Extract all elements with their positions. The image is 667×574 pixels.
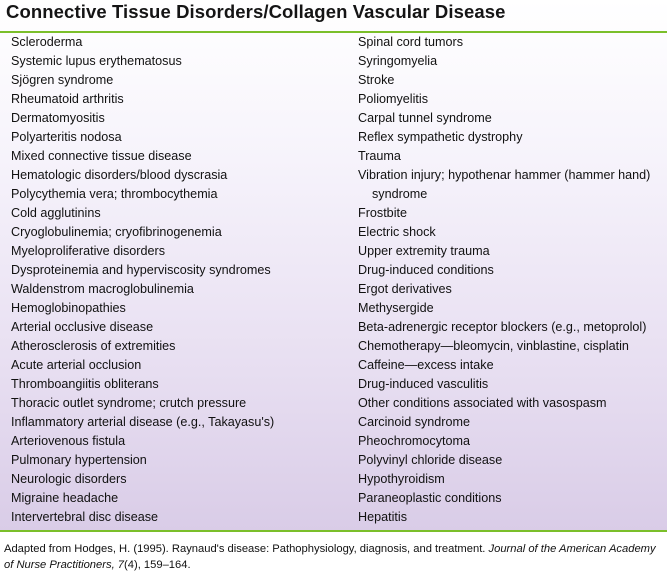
list-item: Arteriovenous fistula xyxy=(11,434,126,448)
list-item: Cryoglobulinemia; cryofibrinogenemia xyxy=(11,225,222,239)
list-item: Poliomyelitis xyxy=(358,92,428,106)
list-item: Acute arterial occlusion xyxy=(11,358,142,372)
list-item: Spinal cord tumors xyxy=(358,35,463,49)
list-item: Beta-adrenergic receptor blockers (e.g., metoprolol) xyxy=(358,320,647,334)
list-item: Inflammatory arterial disease (e.g., Takayasu's) xyxy=(11,415,275,429)
list-item: Dermatomyositis xyxy=(11,111,105,125)
list-item: Carpal tunnel syndrome xyxy=(358,111,492,125)
list-item: Trauma xyxy=(358,149,401,163)
right-column xyxy=(358,33,663,527)
list-item: Reflex sympathetic dystrophy xyxy=(358,130,523,144)
list-item: Caffeine—excess intake xyxy=(358,358,494,372)
list-item: Carcinoid syndrome xyxy=(358,415,470,429)
list-item: Polyarteritis nodosa xyxy=(11,130,122,144)
list-item: Hypothyroidism xyxy=(358,472,445,486)
list-item: Paraneoplastic conditions xyxy=(358,491,502,505)
list-item: Atherosclerosis of extremities xyxy=(11,339,176,353)
list-item: Polyvinyl chloride disease xyxy=(358,453,503,467)
list-item: Frostbite xyxy=(358,206,407,220)
list-item: Rheumatoid arthritis xyxy=(11,92,124,106)
table-title: Connective Tissue Disorders/Collagen Vascular Disease xyxy=(6,1,506,22)
list-item: Systemic lupus erythematosus xyxy=(11,54,182,68)
list-item: Waldenstrom macroglobulinemia xyxy=(11,282,194,296)
list-item: Scleroderma xyxy=(11,35,83,49)
list-item: Vibration injury; hypothenar hammer (hammer hand) syndrome xyxy=(358,168,651,201)
list-item: Dysproteinemia and hyperviscosity syndromes xyxy=(11,263,271,277)
list-item: Hemoglobinopathies xyxy=(11,301,126,315)
footnote-suffix: (4), 159–164. xyxy=(124,559,191,571)
list-item: Methysergide xyxy=(358,301,434,315)
list-item: Ergot derivatives xyxy=(358,282,452,296)
list-item: Neurologic disorders xyxy=(11,472,127,486)
list-item: Pheochromocytoma xyxy=(358,434,470,448)
list-item: Mixed connective tissue disease xyxy=(11,149,192,163)
list-item: Hematologic disorders/blood dyscrasia xyxy=(11,168,228,182)
list-item: Migraine headache xyxy=(11,491,119,505)
list-item: Chemotherapy—bleomycin, vinblastine, cisplatin xyxy=(358,339,629,353)
list-item: Syringomyelia xyxy=(358,54,438,68)
list-item: Electric shock xyxy=(358,225,436,239)
list-item: Stroke xyxy=(358,73,395,87)
bottom-rule xyxy=(0,530,667,532)
source-footnote xyxy=(4,541,664,573)
list-item: Upper extremity trauma xyxy=(358,244,490,258)
list-item: Thromboangiitis obliterans xyxy=(11,377,159,391)
footnote-journal: Journal of the American Academy of Nurse Practitioners, 7 xyxy=(4,543,656,571)
list-item: Cold agglutinins xyxy=(11,206,101,220)
list-item: Drug-induced conditions xyxy=(358,263,494,277)
list-item: Sjögren syndrome xyxy=(11,73,114,87)
list-item: Drug-induced vasculitis xyxy=(358,377,489,391)
list-item: Other conditions associated with vasospasm xyxy=(358,396,607,410)
left-column xyxy=(11,33,341,527)
list-item: Hepatitis xyxy=(358,510,407,524)
list-item: Pulmonary hypertension xyxy=(11,453,147,467)
list-item: Polycythemia vera; thrombocythemia xyxy=(11,187,218,201)
footnote-prefix: Adapted from Hodges, H. (1995). Raynaud's disease: Pathophysiology, diagnosis, and treatment. xyxy=(4,543,489,555)
list-item: Arterial occlusive disease xyxy=(11,320,154,334)
list-item: Intervertebral disc disease xyxy=(11,510,158,524)
list-item: Thoracic outlet syndrome; crutch pressure xyxy=(11,396,247,410)
list-item: Myeloproliferative disorders xyxy=(11,244,165,258)
